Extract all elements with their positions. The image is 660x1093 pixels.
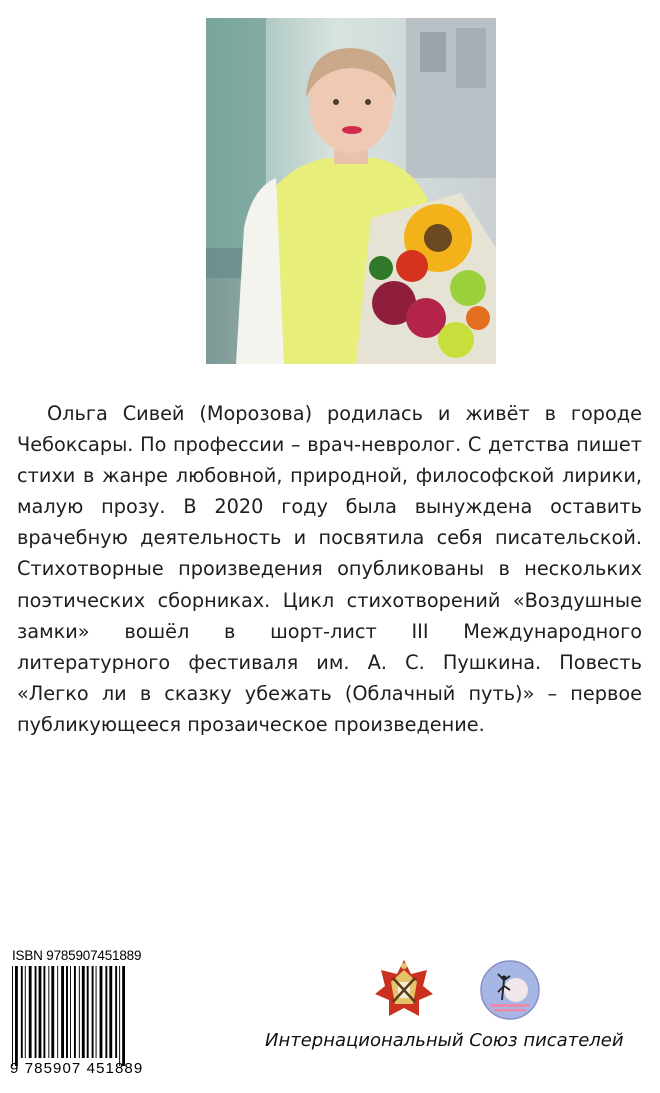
barcode-bar — [29, 966, 32, 1058]
barcode-bar — [43, 966, 45, 1058]
barcode-bar — [109, 966, 112, 1058]
barcode-bar — [66, 966, 68, 1058]
writers-union-emblem-icon — [373, 958, 435, 1020]
barcode-bar — [92, 966, 94, 1058]
barcode-bar — [87, 966, 89, 1058]
barcode-bar — [100, 966, 103, 1058]
barcode-bar — [25, 966, 26, 1058]
barcode — [10, 966, 170, 1070]
isbn-label: ISBN 9785907451889 — [12, 948, 142, 963]
barcode-bar — [61, 966, 64, 1058]
barcode-bar — [122, 966, 125, 1066]
barcode-bar — [21, 966, 23, 1058]
barcode-bar — [15, 966, 18, 1066]
ballerina-medallion-icon — [480, 960, 540, 1020]
barcode-bar — [57, 966, 58, 1058]
barcode-bar — [105, 966, 107, 1058]
barcode-bar — [74, 966, 76, 1058]
barcode-bar — [79, 966, 80, 1058]
author-portrait-photo-icon — [206, 18, 496, 364]
barcode-bar — [82, 966, 85, 1058]
barcode-bar — [96, 966, 97, 1058]
author-bio: Ольга Сивей (Морозова) родилась и живёт в городе Чебоксары. По профессии – врач-невролог. С детства пишет стихи в жанре любовной, природной, философской лирики, малую прозу. В 2020 году была вынуждена оставить врачебную деятельность и посвятила себя писательской. Стихотворные произведения опубликованы в нескольких поэтических сборниках. Цикл стихотворений «Воздушные замки» вошёл в шорт-лист III Международного литературного фестиваля им. А. С. Пушкина. Повесть «Легко ли в сказку убежать (Облачный путь)» – первое публикующееся прозаическое произведение. — [17, 402, 642, 736]
barcode-bar — [48, 966, 49, 1058]
publisher-name: Интернациональный Союз писателей — [265, 1030, 624, 1051]
barcode-bar — [39, 966, 42, 1058]
barcode-bar — [35, 966, 37, 1058]
isbn-digits: 9 785907 451889 — [10, 1060, 144, 1077]
barcode-bar — [12, 966, 13, 1066]
author-photo — [206, 18, 496, 364]
barcode-bar — [115, 966, 117, 1058]
barcode-bar — [51, 966, 54, 1058]
barcode-bar — [70, 966, 71, 1058]
barcode-bar — [119, 966, 120, 1066]
